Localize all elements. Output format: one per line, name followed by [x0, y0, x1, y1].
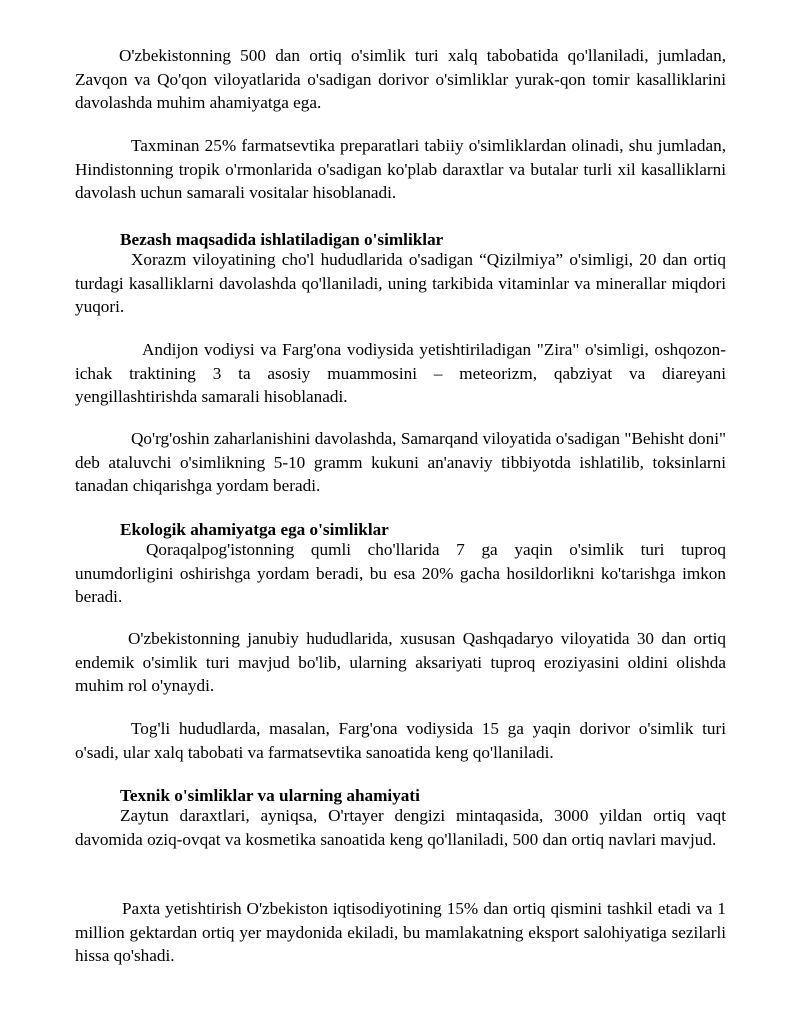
paragraph: Paxta yetishtirish O'zbekiston iqtisodiyotining 15% dan ortiq qismini tashkil etadi va 1 million gektardan ortiq yer maydonida ekiladi, bu mamlakatning eksport salohiyatiga sezilarli hissa qo'shadi.: [75, 899, 726, 965]
paragraph: Zaytun daraxtlari, ayniqsa, O'rtayer dengizi mintaqasida, 3000 yildan ortiq vaqt davomida oziq-ovqat va kosmetika sanoatida keng qo'llaniladi, 500 dan ortiq navlari mavjud.: [75, 806, 726, 849]
paragraph: Taxminan 25% farmatsevtika preparatlari tabiiy o'simliklardan olinadi, shu jumladan, Hindistonning tropik o'rmonlarida o'sadigan ko'plab daraxtlar va butalar turli xil kasalliklarni davolash uchun samarali vositalar hisoblanadi.: [75, 136, 726, 202]
paragraph: Andijon vodiysi va Farg'ona vodiysida yetishtiriladigan "Zira" o'simligi, oshqozon-ichak traktining 3 ta asosiy muammosini – meteorizm, qabziyat va diareyani yengillashtirishda samarali hisoblanadi.: [75, 340, 726, 406]
section-heading: Bezash maqsadida ishlatiladigan o'simliklar: [120, 230, 444, 249]
paragraph: Xorazm viloyatining cho'l hududlarida o'sadigan “Qizilmiya” o'simligi, 20 dan ortiq turdagi kasalliklarni davolashda qo'llaniladi, uning tarkibida vitaminlar va minerallar miqdori yuqori.: [75, 250, 726, 316]
paragraph: Tog'li hududlarda, masalan, Farg'ona vodiysida 15 ga yaqin dorivor o'simlik turi o'sadi, ular xalq tabobati va farmatsevtika sanoatida keng qo'llaniladi.: [75, 719, 726, 762]
section-heading: Texnik o'simliklar va ularning ahamiyati: [120, 786, 420, 805]
paragraph: O'zbekistonning janubiy hududlarida, xususan Qashqadaryo viloyatida 30 dan ortiq endemik o'simlik turi mavjud bo'lib, ularning aksariyati tuproq eroziyasini oldini olishda muhim rol o'ynaydi.: [75, 629, 726, 695]
paragraph: Qo'rg'oshin zaharlanishini davolashda, Samarqand viloyatida o'sadigan "Behisht doni" deb ataluvchi o'simlikning 5-10 gramm kukuni an'anaviy tibbiyotda ishlatilib, toksinlarni tanadan chiqarishga yordam beradi.: [75, 429, 726, 495]
paragraph: Qoraqalpog'istonning qumli cho'llarida 7 ga yaqin o'simlik turi tuproq unumdorligini oshirishga yordam beradi, bu esa 20% gacha hosildorlikni ko'tarishga imkon beradi.: [75, 540, 726, 606]
section-heading: Ekologik ahamiyatga ega o'simliklar: [120, 520, 389, 539]
paragraph: O'zbekistonning 500 dan ortiq o'simlik turi xalq tabobatida qo'llaniladi, jumladan, Zavqon va Qo'qon viloyatlarida o'sadigan dorivor o'simliklar yurak-qon tomir kasalliklarini davolashda muhim ahamiyatga ega.: [75, 46, 726, 112]
